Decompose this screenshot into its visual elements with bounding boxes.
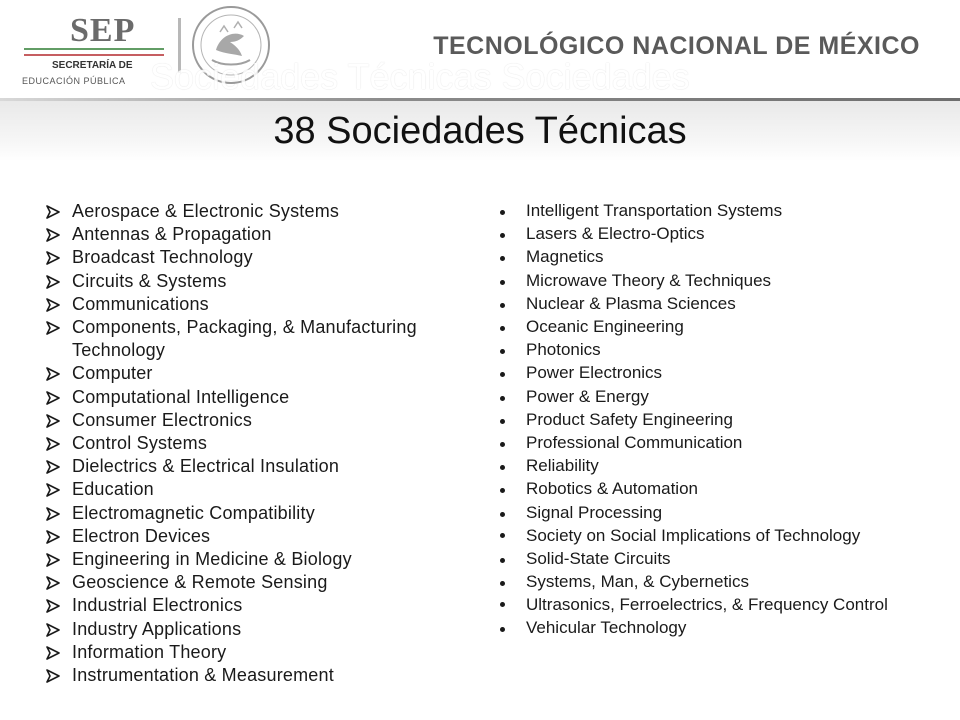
dot-bullet-icon	[500, 465, 505, 470]
list-item-label: Product Safety Engineering	[526, 409, 733, 429]
arrow-bullet-icon	[46, 275, 60, 289]
list-item	[496, 361, 916, 384]
list-item-label: Nuclear & Plasma Sciences	[526, 293, 736, 313]
list-item-label: Components, Packaging, & Manufacturing Technology	[72, 317, 417, 361]
dot-bullet-icon	[500, 627, 505, 632]
dot-bullet-icon	[500, 488, 505, 493]
arrow-bullet-icon	[46, 507, 60, 521]
list-item	[496, 385, 916, 408]
arrow-bullet-icon	[46, 553, 60, 567]
arrow-bullet-icon	[46, 483, 60, 497]
list-item	[496, 477, 916, 500]
institution-name: TECNOLÓGICO NACIONAL DE MÉXICO	[433, 32, 920, 60]
list-item-label: Systems, Man, & Cybernetics	[526, 572, 749, 592]
dot-bullet-icon	[500, 326, 505, 331]
list-item	[46, 223, 446, 246]
list-item	[46, 641, 446, 664]
list-item-label: Society on Social Implications of Technology	[526, 525, 861, 545]
list-item	[46, 571, 446, 594]
dot-bullet-icon	[500, 280, 505, 285]
sep-logo-word: SEP	[70, 12, 136, 49]
arrow-bullet-icon	[46, 669, 60, 683]
list-item-label: Industry Applications	[72, 618, 242, 639]
list-item	[46, 455, 446, 478]
list-item-label: Education	[72, 479, 154, 500]
list-item	[496, 199, 916, 222]
list-item	[46, 548, 446, 571]
list-item	[46, 432, 446, 455]
list-item-label: Broadcast Technology	[72, 247, 253, 268]
dot-bullet-icon	[500, 372, 505, 377]
list-item-label: Vehicular Technology	[526, 618, 687, 638]
list-item	[46, 293, 446, 316]
list-item	[496, 501, 916, 524]
dot-bullet-icon	[500, 210, 505, 215]
list-item-label: Antennas & Propagation	[72, 224, 272, 245]
arrow-bullet-icon	[46, 367, 60, 381]
list-item-label: Oceanic Engineering	[526, 317, 684, 337]
arrow-bullet-icon	[46, 646, 60, 660]
list-item	[46, 478, 446, 501]
list-item	[496, 454, 916, 477]
dot-bullet-icon	[500, 512, 505, 517]
list-item	[496, 222, 916, 245]
dot-bullet-icon	[500, 256, 505, 261]
dot-bullet-icon	[500, 419, 505, 424]
sep-logo-lines-icon	[24, 46, 164, 58]
arrow-bullet-icon	[46, 460, 60, 474]
list-item	[496, 338, 916, 361]
list-item-label: Computer	[72, 363, 153, 384]
list-item	[496, 616, 916, 639]
dot-bullet-icon	[500, 349, 505, 354]
arrow-bullet-icon	[46, 251, 60, 265]
arrow-bullet-icon	[46, 437, 60, 451]
dot-bullet-icon	[500, 602, 505, 607]
arrow-bullet-icon	[46, 205, 60, 219]
arrow-bullet-icon	[46, 228, 60, 242]
list-item	[46, 525, 446, 548]
dot-bullet-icon	[500, 303, 505, 308]
left-list	[46, 200, 446, 687]
dot-bullet-icon	[500, 533, 505, 538]
list-item	[46, 594, 446, 617]
left-society-list	[46, 200, 446, 687]
list-item	[46, 664, 446, 687]
arrow-bullet-icon	[46, 391, 60, 405]
slide-title: 38 Sociedades Técnicas	[273, 110, 687, 152]
list-item	[496, 570, 916, 593]
arrow-bullet-icon	[46, 321, 60, 335]
sep-logo-line2: EDUCACIÓN PÚBLICA	[22, 76, 126, 86]
header-ghost-title: Sociedades Técnicas Sociedades	[150, 56, 690, 97]
arrow-bullet-icon	[46, 576, 60, 590]
list-item-label: Engineering in Medicine & Biology	[72, 549, 352, 570]
list-item	[46, 618, 446, 641]
list-item	[496, 431, 916, 454]
list-item-label: Aerospace & Electronic Systems	[72, 201, 340, 221]
arrow-bullet-icon	[46, 599, 60, 613]
list-item-label: Computational Intelligence	[72, 386, 290, 407]
list-item	[46, 270, 446, 293]
dot-bullet-icon	[500, 442, 505, 447]
list-item	[46, 246, 446, 269]
list-item-label: Lasers & Electro-Optics	[526, 224, 705, 244]
list-item-label: Microwave Theory & Techniques	[526, 270, 772, 290]
dot-bullet-icon	[500, 233, 505, 238]
list-item-label: Robotics & Automation	[526, 479, 698, 499]
right-list	[496, 199, 916, 639]
list-item	[46, 502, 446, 525]
list-item-label: Power & Energy	[526, 386, 649, 406]
arrow-bullet-icon	[46, 414, 60, 428]
list-item-label: Solid-State Circuits	[526, 548, 671, 568]
list-item-label: Geoscience & Remote Sensing	[72, 572, 328, 593]
arrow-bullet-icon	[46, 530, 60, 544]
list-item	[496, 408, 916, 431]
list-item-label: Communications	[72, 293, 209, 314]
dot-bullet-icon	[500, 558, 505, 563]
dot-bullet-icon	[500, 581, 505, 586]
list-item	[496, 547, 916, 570]
list-item	[496, 524, 916, 547]
list-item-label: Signal Processing	[526, 502, 663, 522]
sep-logo-line1: SECRETARÍA DE	[52, 60, 133, 71]
list-item	[496, 269, 916, 292]
list-item	[46, 200, 446, 223]
list-item-label: Instrumentation & Measurement	[72, 665, 334, 686]
list-item-label: Industrial Electronics	[72, 595, 243, 616]
arrow-bullet-icon	[46, 623, 60, 637]
list-item	[46, 386, 446, 409]
right-society-list	[496, 199, 916, 639]
list-item-label: Reliability	[526, 456, 599, 476]
list-item-label: Photonics	[526, 340, 601, 360]
list-item-label: Electromagnetic Compatibility	[72, 502, 315, 523]
list-item	[46, 409, 446, 432]
list-item-label: Control Systems	[72, 433, 208, 454]
list-item-label: Circuits & Systems	[72, 270, 227, 291]
list-item-label: Dielectrics & Electrical Insulation	[72, 456, 340, 477]
list-item-label: Ultrasonics, Ferroelectrics, & Frequency Control	[526, 595, 888, 615]
list-item	[496, 315, 916, 338]
list-item	[46, 362, 446, 385]
list-item	[496, 245, 916, 268]
list-item-label: Intelligent Transportation Systems	[526, 201, 783, 220]
list-item	[496, 593, 916, 616]
list-item-label: Professional Communication	[526, 433, 743, 453]
dot-bullet-icon	[500, 396, 505, 401]
list-item-label: Power Electronics	[526, 363, 663, 383]
list-item	[496, 292, 916, 315]
list-item-label: Electron Devices	[72, 525, 211, 546]
list-item-label: Magnetics	[526, 247, 604, 267]
list-item	[46, 316, 446, 362]
list-item-label: Consumer Electronics	[72, 409, 253, 430]
list-item-label: Information Theory	[72, 641, 227, 662]
header-bar	[0, 0, 960, 100]
arrow-bullet-icon	[46, 298, 60, 312]
